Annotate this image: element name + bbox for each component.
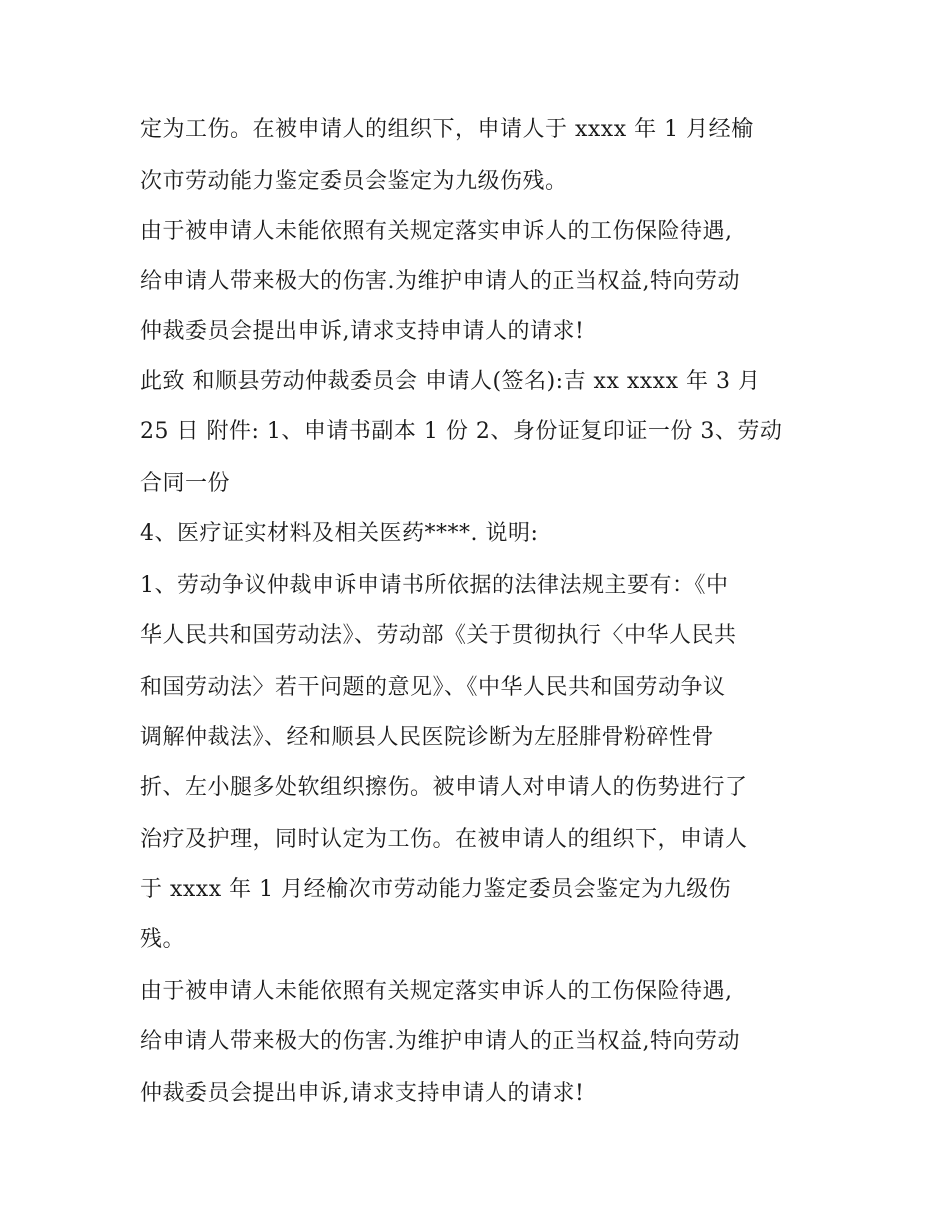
text-line: 折、左小腿多处软组织擦伤。被申请人对申请人的伤势进行了 [140,775,748,800]
text-line: 次市劳动能力鉴定委员会鉴定为九级伤残。 [140,169,568,194]
text-line: 4、医疗证实材料及相关医药****. 说明: [140,521,539,546]
text-line: 由于被申请人未能依照有关规定落实申诉人的工伤保险待遇, [140,219,733,244]
text-line: 于 xxxx 年 1 月经榆次市劳动能力鉴定委员会鉴定为九级伤 [140,877,732,902]
text-line: 仲裁委员会提出申诉,请求支持申请人的请求! [140,319,585,344]
text-line: 调解仲裁法》、经和顺县人民医院诊断为左胫腓骨粉碎性骨 [140,725,715,750]
text-line: 定为工伤。在被申请人的组织下，申请人于 xxxx 年 1 月经榆 [140,117,754,142]
text-line: 仲裁委员会提出申诉,请求支持申请人的请求! [140,1081,585,1106]
text-line: 残。 [140,927,186,952]
text-line: 由于被申请人未能依照有关规定落实申诉人的工伤保险待遇, [140,979,733,1004]
text-line: 给申请人带来极大的伤害.为维护申请人的正当权益,特向劳动 [140,1029,740,1054]
text-line: 给申请人带来极大的伤害.为维护申请人的正当权益,特向劳动 [140,269,740,294]
text-line: 1、劳动争议仲裁申诉申请书所依据的法律法规主要有：《中 [140,573,729,598]
text-line: 治疗及护理，同时认定为工伤。在被申请人的组织下，申请人 [140,827,748,852]
text-line: 合同一份 [140,471,231,496]
text-line: 此致 和顺县劳动仲裁委员会 申请人(签名):吉 xx xxxx 年 3 月 [140,369,761,394]
text-line: 华人民共和国劳动法》、劳动部《关于贯彻执行〈中华人民共 [140,623,737,648]
text-line: 和国劳动法〉若干问题的意见》、《中华人民共和国劳动争议 [140,675,726,700]
text-line: 25 日 附件: 1、申请书副本 1 份 2、身份证复印证一份 3、劳动 [140,419,783,444]
